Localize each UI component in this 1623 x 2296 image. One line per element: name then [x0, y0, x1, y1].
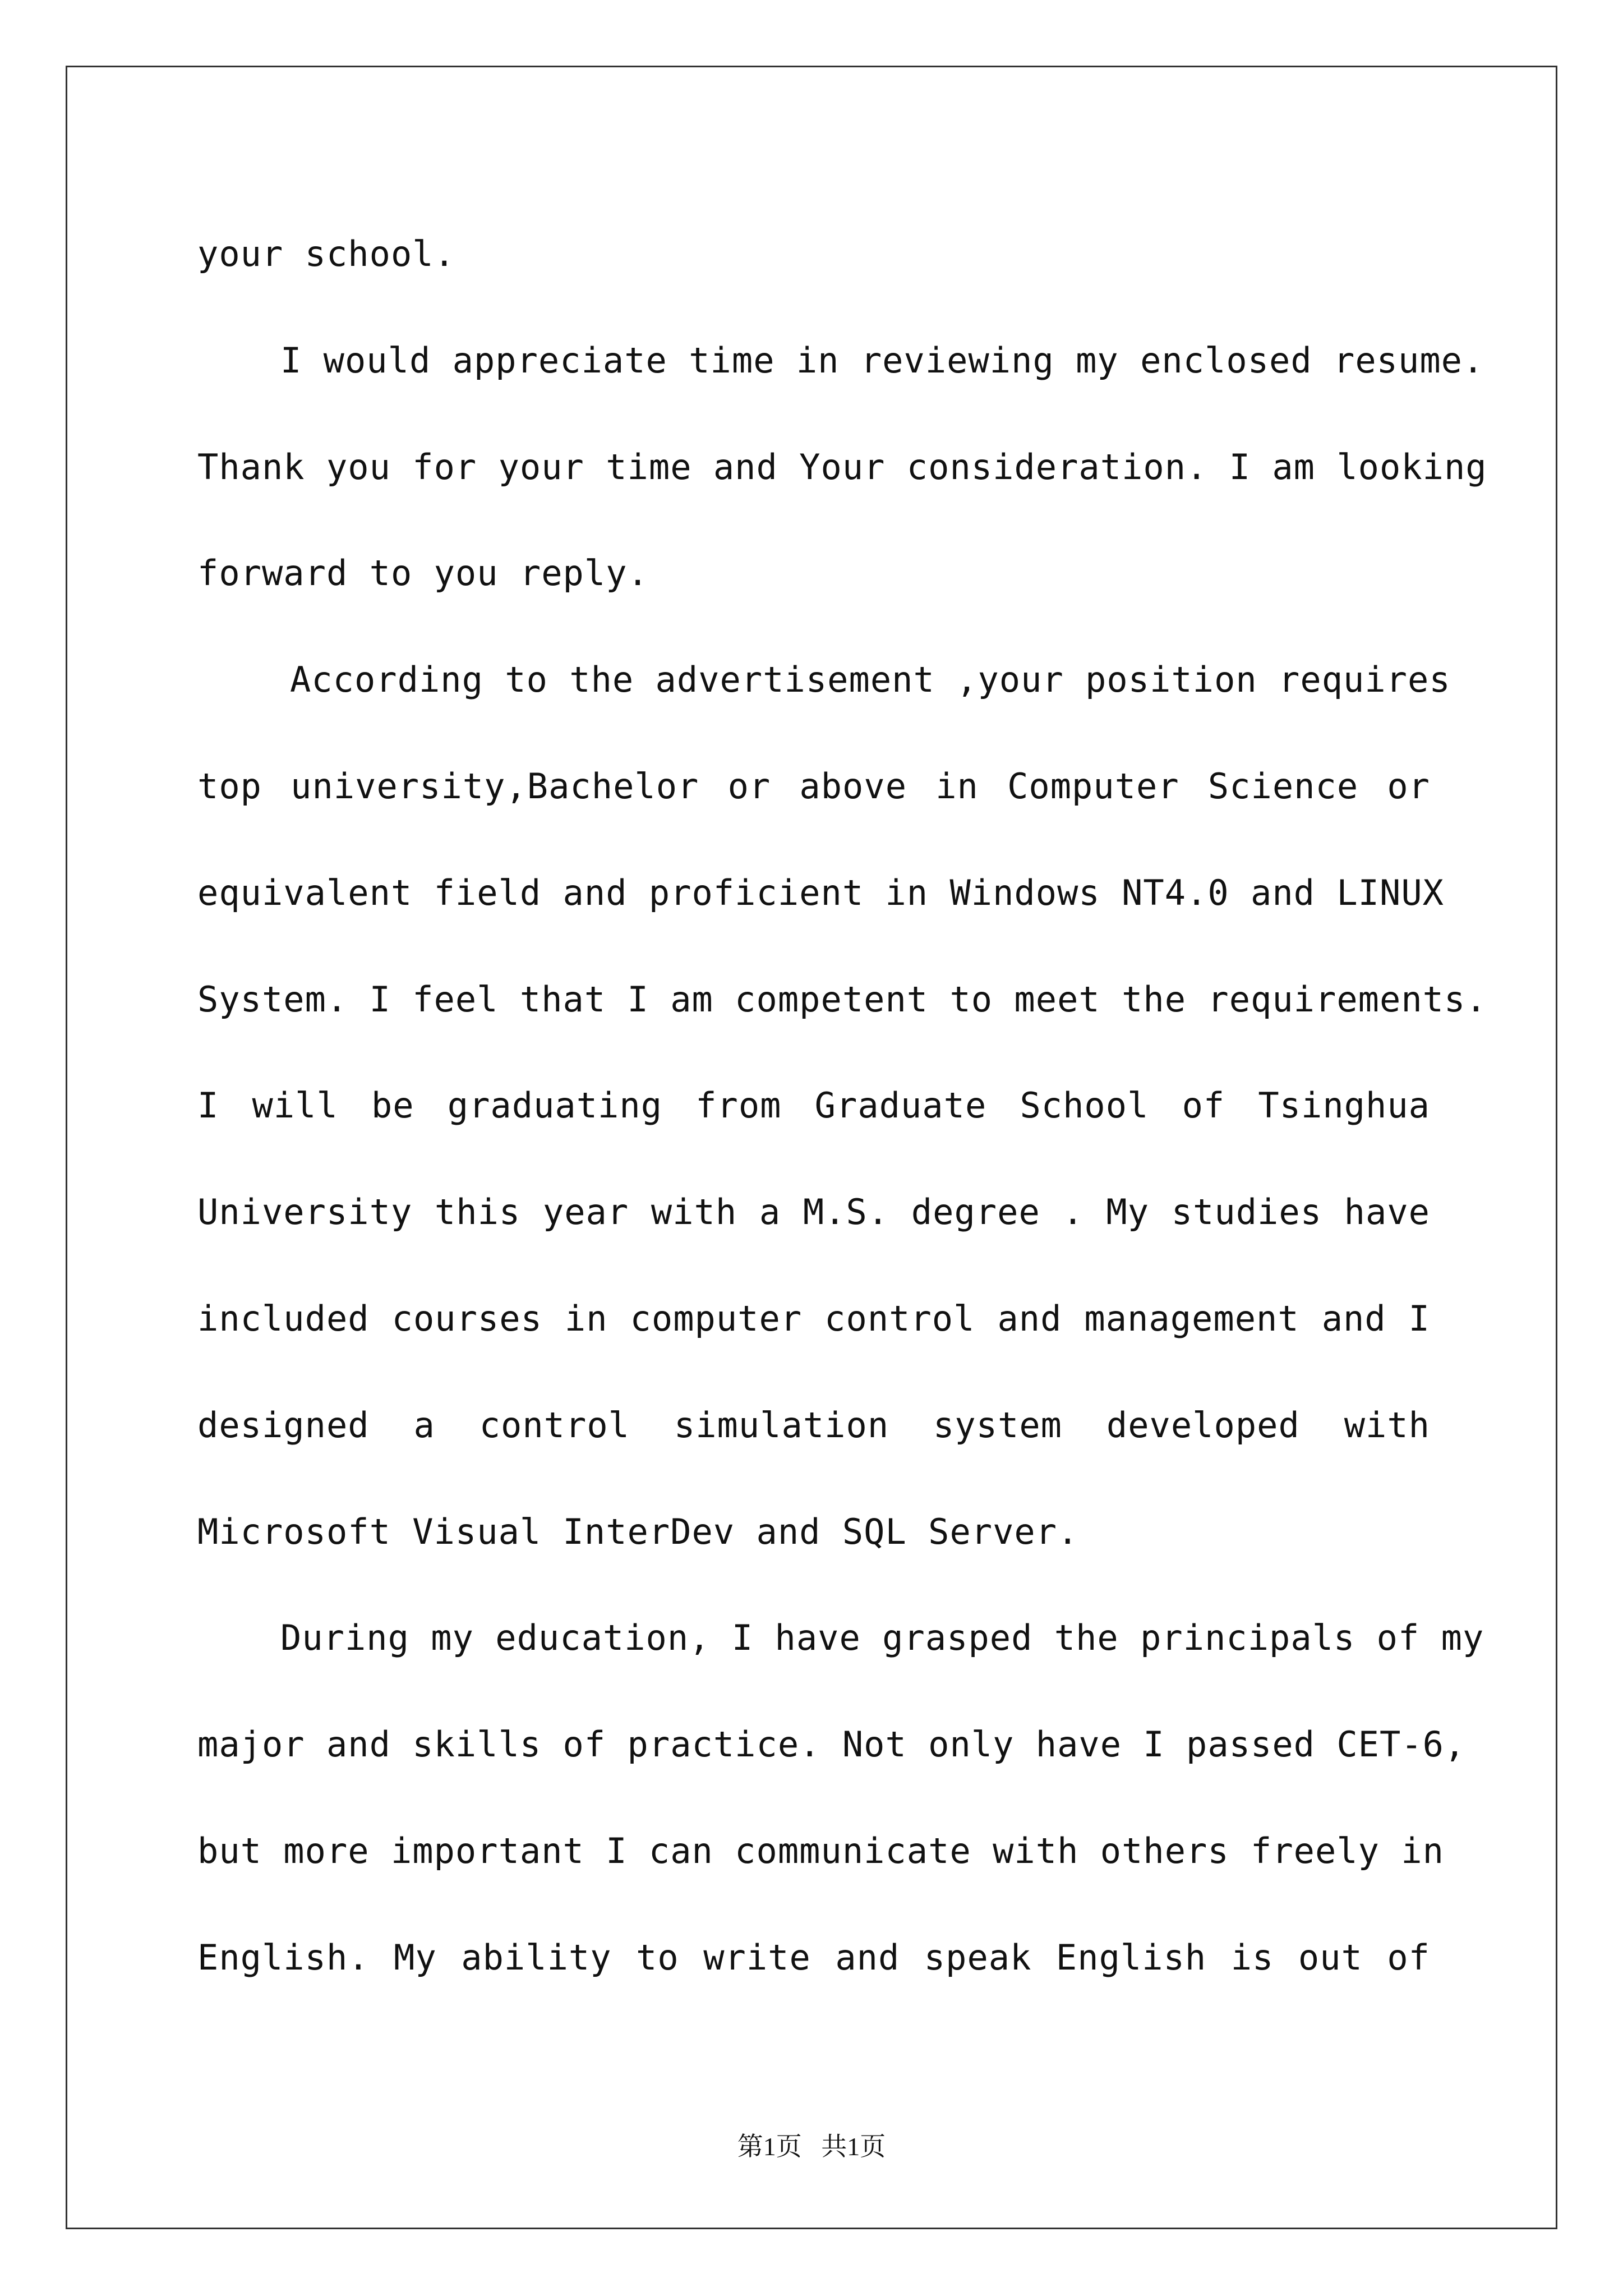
text-line: included courses in computer control and management and I [197, 1298, 1430, 1339]
text-line: equivalent field and proficient in Windows NT4.0 and LINUX [197, 872, 1444, 913]
text-line: I would appreciate time in reviewing my enclosed resume. [280, 339, 1484, 381]
text-line: During my education, I have grasped the principals of my [280, 1617, 1484, 1659]
text-line: top university,Bachelor or above in Computer Science or [197, 766, 1430, 807]
text-line: System. I feel that I am competent to meet the requirements. [197, 978, 1487, 1020]
text-line: According to the advertisement ,your position requires [290, 659, 1451, 701]
text-line: forward to you reply. [197, 553, 649, 594]
text-line: English. My ability to write and speak English is out of [197, 1936, 1430, 1978]
text-line: I will be graduating from Graduate School of Tsinghua [197, 1085, 1430, 1126]
text-line: University this year with a M.S. degree . My studies have [197, 1191, 1430, 1233]
page-border [66, 66, 1557, 2229]
text-line: Thank you for your time and Your consideration. I am looking [197, 446, 1487, 487]
text-line: designed a control simulation system developed with [197, 1404, 1430, 1446]
text-line: but more important I can communicate with others freely in [197, 1830, 1444, 1871]
text-line: Microsoft Visual InterDev and SQL Server. [197, 1511, 1079, 1552]
text-line: your school. [197, 233, 455, 274]
page-number-footer: 第1页 共1页 [737, 2132, 886, 2161]
text-line: major and skills of practice. Not only have I passed CET-6, [197, 1724, 1466, 1765]
